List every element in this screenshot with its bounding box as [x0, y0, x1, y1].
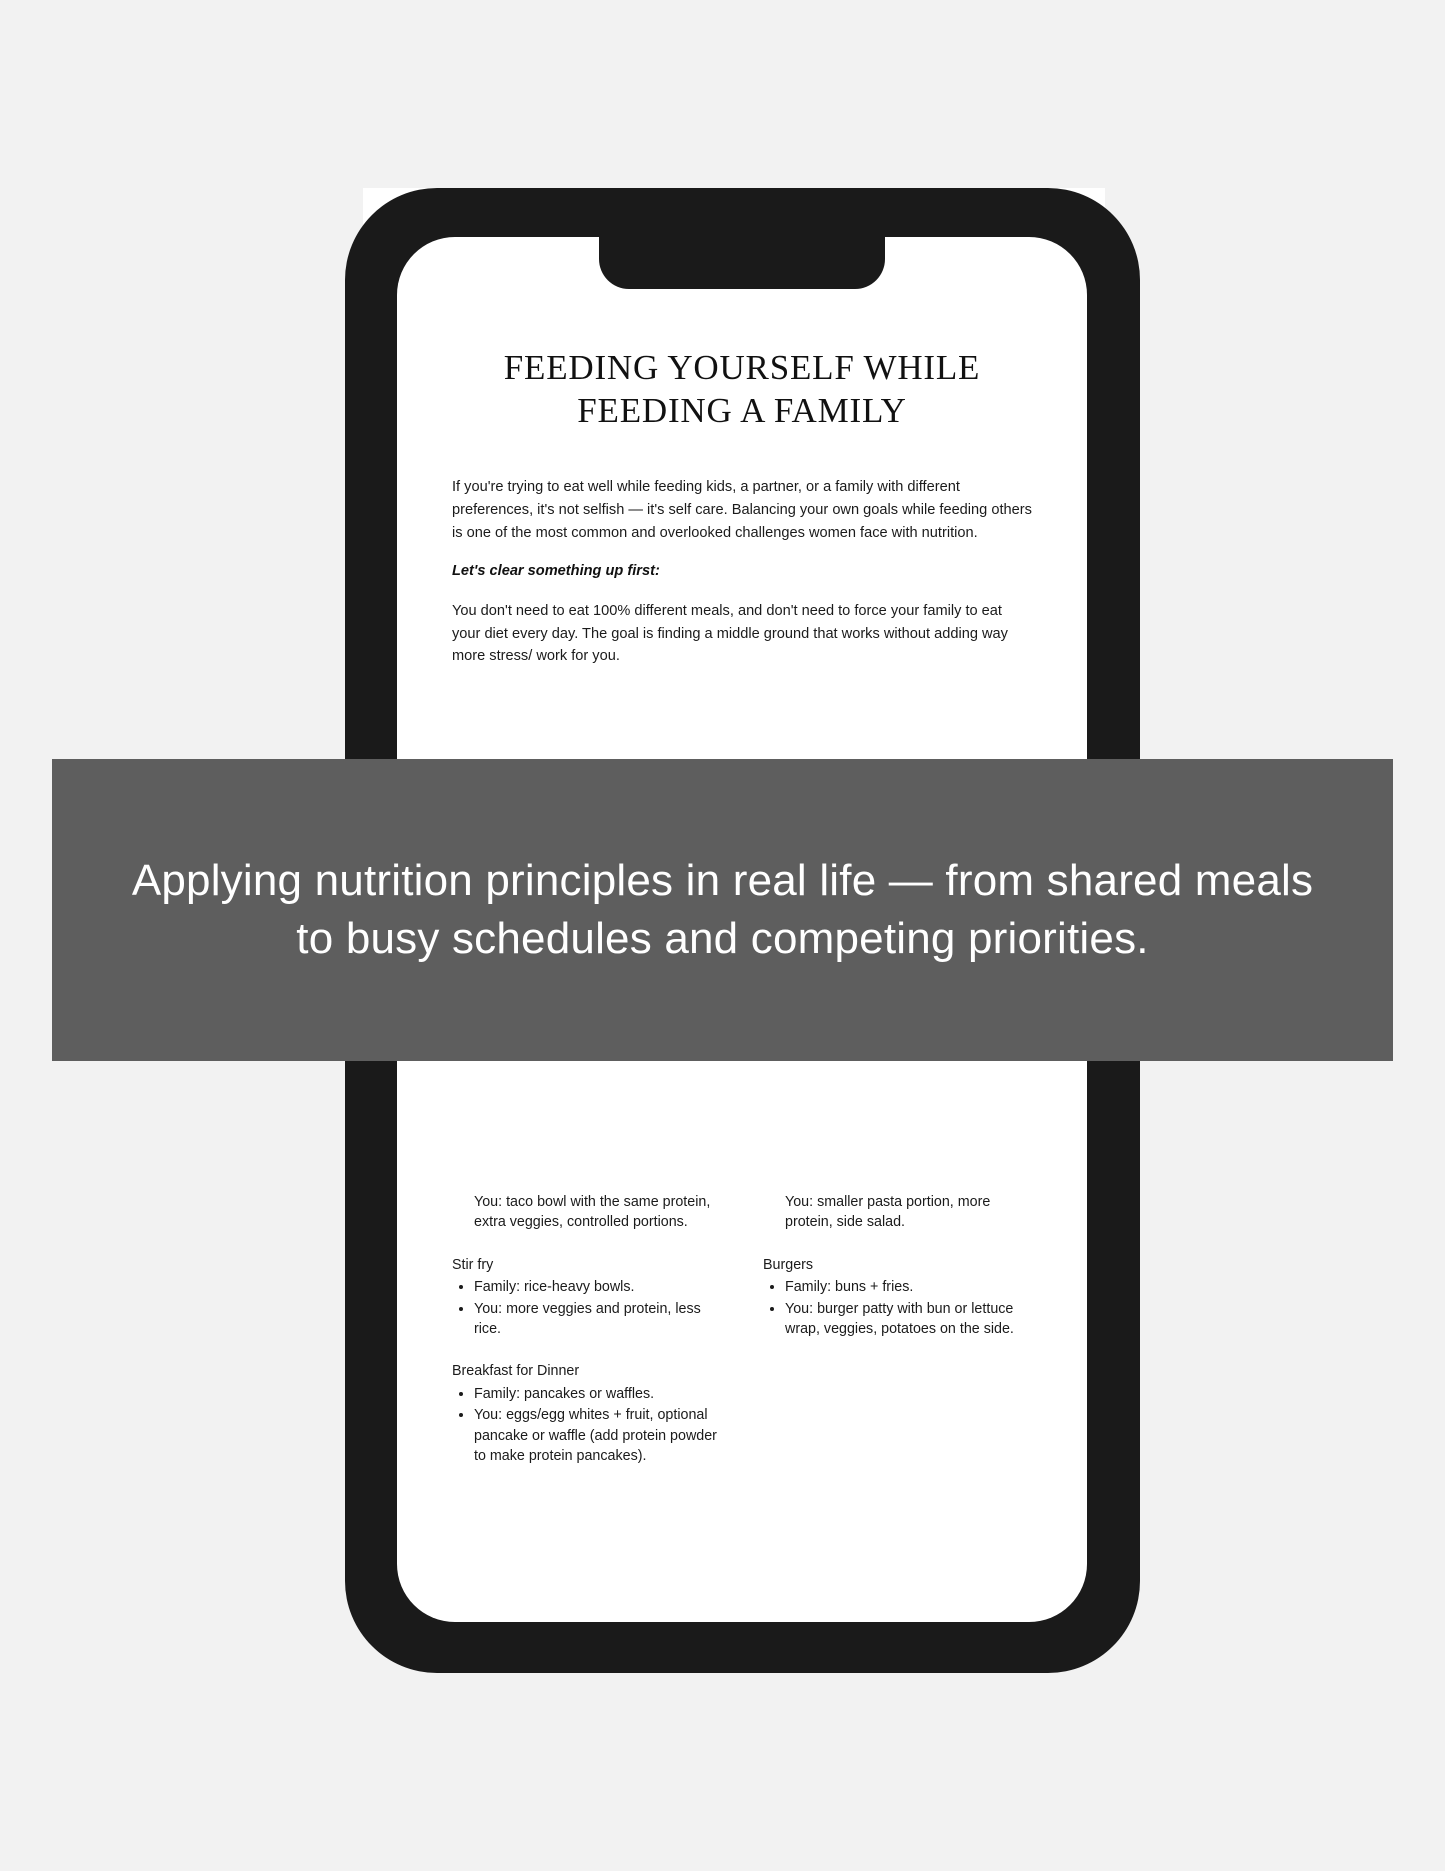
phone-notch — [599, 237, 885, 289]
list-item: • Family: buns + fries. — [785, 1277, 1032, 1297]
caption-overlay — [52, 759, 1393, 1061]
list-item: • Family: rice-heavy bowls. — [474, 1277, 721, 1297]
list-item: • You: burger patty with bun or lettuce wrap, veggies, potatoes on the side. — [785, 1299, 1032, 1340]
stir-fry-list — [452, 1277, 721, 1339]
stir-fry-block — [452, 1255, 721, 1340]
pasta-block — [763, 1192, 1032, 1233]
taco-night-block — [452, 1192, 721, 1233]
list-item: • You: more veggies and protein, less rice. — [474, 1299, 721, 1340]
left-column — [452, 1192, 721, 1488]
second-paragraph: You don't need to eat 100% different meals, and don't need to force your family to eat your diet every day. The goal is finding a middle ground that works without adding way more stress/ work for you. — [452, 603, 1008, 665]
page-title: FEEDING YOURSELF WHILE FEEDING A FAMILY — [503, 348, 981, 430]
intro-paragraph: If you're trying to eat well while feeding kids, a partner, or a family with different preferences, it's not selfish — it's self care. Balancing your own goals while feeding others is one of the most common and overlooked challenges women face with nutrition. — [452, 479, 1032, 541]
meal-swap-columns — [452, 1192, 1032, 1488]
burgers-list — [763, 1277, 1032, 1339]
breakfast-for-dinner-title: Breakfast for Dinner — [452, 1363, 580, 1380]
stir-fry-title: Stir fry — [452, 1256, 494, 1273]
lead-in-heading: Let's clear something up first: — [452, 563, 660, 580]
right-column — [763, 1192, 1032, 1488]
pasta-you-line: You: smaller pasta portion, more protein, side salad. — [785, 1194, 991, 1231]
burgers-title: Burgers — [763, 1256, 814, 1273]
list-item: • Family: pancakes or waffles. — [474, 1384, 721, 1404]
burgers-block — [763, 1255, 1032, 1340]
caption-text: Applying nutrition principles in real life — from shared meals to busy schedules and competing priorities. — [131, 855, 1314, 963]
breakfast-for-dinner-list — [452, 1384, 721, 1466]
taco-night-you-line: You: taco bowl with the same protein, extra veggies, controlled portions. — [474, 1194, 711, 1231]
breakfast-for-dinner-block — [452, 1361, 721, 1466]
list-item: • You: eggs/egg whites + fruit, optional pancake or waffle (add protein powder to make protein pancakes). — [474, 1405, 721, 1466]
